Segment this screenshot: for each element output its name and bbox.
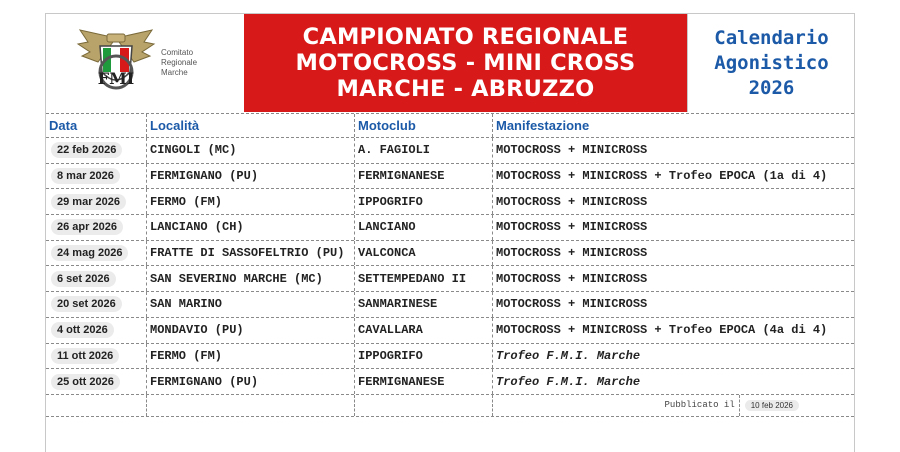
event-cell: Trofeo F.M.I. Marche bbox=[492, 369, 854, 394]
club-cell: CAVALLARA bbox=[354, 318, 492, 343]
org-name bbox=[161, 48, 197, 78]
event-cell: MOTOCROSS + MINICROSS bbox=[492, 292, 854, 317]
date-chip: 6 set 2026 bbox=[51, 271, 116, 287]
date-chip: 4 ott 2026 bbox=[51, 322, 114, 338]
title-line-1: CAMPIONATO REGIONALE bbox=[302, 24, 629, 50]
svg-text:FMI: FMI bbox=[97, 69, 135, 88]
event-cell: MOTOCROSS + MINICROSS + Trofeo EPOCA (1a di 4) bbox=[492, 164, 854, 189]
logo-cell bbox=[46, 14, 245, 112]
header-club: Motoclub bbox=[354, 114, 492, 137]
footer-empty-1 bbox=[46, 395, 146, 416]
event-cell: MOTOCROSS + MINICROSS bbox=[492, 241, 854, 266]
org-line-1: Comitato bbox=[161, 48, 194, 57]
footer-publish-cell bbox=[492, 395, 854, 416]
published-label: Pubblicato il bbox=[665, 395, 740, 416]
date-chip: 25 ott 2026 bbox=[51, 374, 120, 390]
footer-row bbox=[46, 394, 854, 417]
table-row bbox=[46, 163, 854, 189]
date-chip: 24 mag 2026 bbox=[51, 245, 128, 261]
event-cell: MOTOCROSS + MINICROSS bbox=[492, 266, 854, 291]
date-chip: 8 mar 2026 bbox=[51, 168, 120, 184]
header-location: Località bbox=[146, 114, 354, 137]
location-cell: SAN SEVERINO MARCHE (MC) bbox=[146, 266, 354, 291]
club-cell: LANCIANO bbox=[354, 215, 492, 240]
title-line-3: MARCHE - ABRUZZO bbox=[336, 76, 595, 102]
date-chip: 26 apr 2026 bbox=[51, 219, 123, 235]
date-chip: 22 feb 2026 bbox=[51, 142, 122, 158]
club-cell: IPPOGRIFO bbox=[354, 344, 492, 369]
table-row bbox=[46, 240, 854, 266]
org-line-2: Regionale bbox=[161, 58, 198, 67]
table-row bbox=[46, 291, 854, 317]
date-chip: 11 ott 2026 bbox=[51, 348, 119, 364]
location-cell: MONDAVIO (PU) bbox=[146, 318, 354, 343]
header-event: Manifestazione bbox=[492, 114, 854, 137]
championship-title bbox=[244, 14, 687, 112]
club-cell: SANMARINESE bbox=[354, 292, 492, 317]
events-table bbox=[46, 113, 854, 417]
table-row bbox=[46, 265, 854, 291]
published-date: 10 feb 2026 bbox=[745, 400, 799, 411]
table-row bbox=[46, 317, 854, 343]
footer-empty-2 bbox=[146, 395, 354, 416]
club-cell: A. FAGIOLI bbox=[354, 138, 492, 163]
club-cell: VALCONCA bbox=[354, 241, 492, 266]
club-cell: FERMIGNANESE bbox=[354, 164, 492, 189]
location-cell: FERMO (FM) bbox=[146, 189, 354, 214]
location-cell: FERMO (FM) bbox=[146, 344, 354, 369]
location-cell: SAN MARINO bbox=[146, 292, 354, 317]
event-cell: MOTOCROSS + MINICROSS + Trofeo EPOCA (4a di 4) bbox=[492, 318, 854, 343]
header-date: Data bbox=[49, 118, 78, 133]
location-cell: CINGOLI (MC) bbox=[146, 138, 354, 163]
org-line-3: Marche bbox=[161, 68, 188, 77]
location-cell: FERMIGNANO (PU) bbox=[146, 369, 354, 394]
table-row bbox=[46, 343, 854, 369]
club-cell: IPPOGRIFO bbox=[354, 189, 492, 214]
event-cell: MOTOCROSS + MINICROSS bbox=[492, 138, 854, 163]
title-line-2: MOTOCROSS - MINI CROSS bbox=[295, 50, 636, 76]
event-cell: MOTOCROSS + MINICROSS bbox=[492, 215, 854, 240]
club-cell: SETTEMPEDANO II bbox=[354, 266, 492, 291]
club-cell: FERMIGNANESE bbox=[354, 369, 492, 394]
location-cell: FRATTE DI SASSOFELTRIO (PU) bbox=[146, 241, 354, 266]
date-chip: 20 set 2026 bbox=[51, 296, 122, 312]
calendar-year: 2026 bbox=[748, 76, 795, 99]
location-cell: LANCIANO (CH) bbox=[146, 215, 354, 240]
header bbox=[46, 14, 854, 112]
table-row bbox=[46, 188, 854, 214]
table-row bbox=[46, 214, 854, 240]
calendar-line-1: Calendario bbox=[714, 26, 829, 49]
footer-empty-3 bbox=[354, 395, 492, 416]
event-cell: MOTOCROSS + MINICROSS bbox=[492, 189, 854, 214]
event-cell: Trofeo F.M.I. Marche bbox=[492, 344, 854, 369]
table-header-row bbox=[46, 113, 854, 137]
table-row bbox=[46, 368, 854, 394]
calendar-sheet bbox=[45, 13, 855, 452]
date-chip: 29 mar 2026 bbox=[51, 194, 126, 210]
calendar-line-2: Agonistico bbox=[714, 51, 829, 74]
calendar-title bbox=[687, 14, 855, 112]
fmi-eagle-logo-icon bbox=[74, 28, 158, 94]
published-info bbox=[665, 395, 854, 416]
table-row bbox=[46, 137, 854, 163]
location-cell: FERMIGNANO (PU) bbox=[146, 164, 354, 189]
